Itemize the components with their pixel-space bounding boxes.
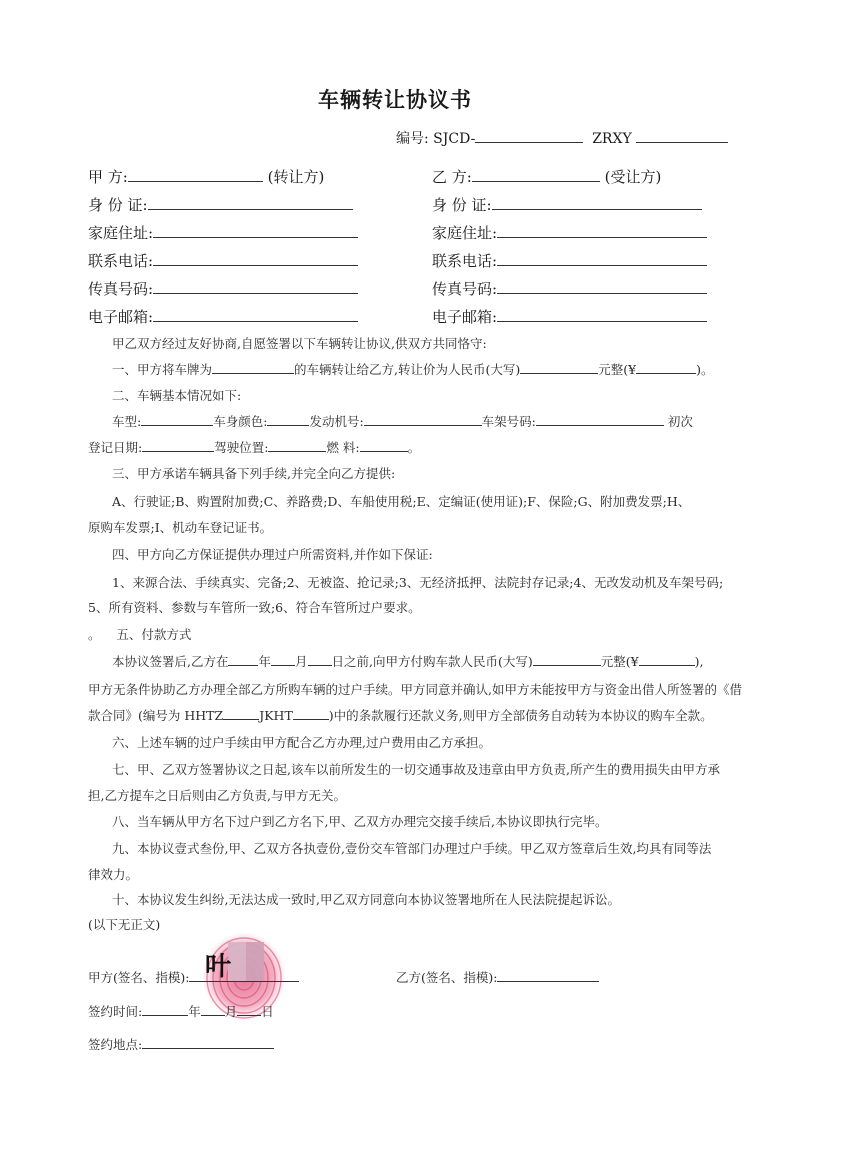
model-blank[interactable]	[141, 412, 213, 426]
party-a-signature-blank[interactable]	[189, 968, 299, 982]
price-words-blank[interactable]	[520, 360, 598, 374]
clause-3-line-2: 原购车发票;I、机动车登记证书。	[88, 520, 273, 535]
clause-4-line-2: 5、所有资料、参数与车管所一致;6、符合车管所过户要求。	[88, 600, 421, 615]
serial-label: 编号: SJCD-	[396, 131, 476, 147]
reg-date-blank[interactable]	[142, 438, 214, 452]
serial-mid: ZRXY	[592, 131, 632, 147]
intro-text: 甲乙双方经过友好协商,自愿签署以下车辆转让协议,供双方共同恪守:	[112, 336, 487, 351]
first-label: 初次	[667, 414, 693, 429]
clause-5-a: 本协议签署后,乙方在	[112, 654, 229, 669]
party-b-signature-row	[396, 968, 599, 986]
clause-5-l3-c: )中的条款履行还款义务,则甲方全部债务自动转为本协议的购车全款。	[328, 708, 713, 723]
party-b-fax-row	[432, 278, 707, 299]
party-a-label: 甲 方:	[88, 168, 128, 186]
party-b-email-field[interactable]	[497, 306, 707, 322]
serial-number	[396, 128, 728, 148]
clause-5-b: 日之前,向甲方付购车款人民币(大写)	[331, 654, 533, 669]
clause-10: 十、本协议发生纠纷,无法达成一致时,甲乙双方同意向本协议签署地所在人民法院提起诉讼。	[112, 892, 620, 907]
party-b-email-row	[432, 306, 707, 327]
clause-9-line-2: 律效力。	[88, 867, 139, 882]
clause-5-line-2: 甲方无条件协助乙方办理全部乙方所购车辆的过户手续。甲方同意并确认,如甲方未能按甲方与资金出借人所签署的《借	[88, 682, 742, 697]
clause-3: 三、甲方承诺车辆具备下列手续,并完全向乙方提供:	[112, 466, 396, 481]
sign-month-label: 月	[224, 1004, 238, 1019]
sign-place-label: 签约地点:	[88, 1037, 143, 1052]
party-a-email-field[interactable]	[153, 306, 358, 322]
clause-5-title: 五、付款方式	[116, 627, 192, 642]
clause-5-c: 元整(¥	[600, 654, 639, 669]
pay-amount-words-blank[interactable]	[533, 652, 601, 666]
party-b-id-label: 身 份 证:	[432, 196, 492, 214]
drive-pos-label: 驾驶位置:	[214, 440, 269, 455]
document-title: 车辆转让协议书	[318, 88, 472, 112]
party-b-fax-field[interactable]	[497, 278, 707, 294]
party-b-note: (受让方)	[604, 168, 662, 186]
fuel-blank[interactable]	[360, 438, 408, 452]
clause-5-dot: 。	[88, 627, 101, 642]
party-b-phone-label: 联系电话:	[432, 252, 498, 270]
party-a-id-row	[88, 194, 353, 215]
drive-pos-blank[interactable]	[268, 438, 326, 452]
clause-8: 八、当车辆从甲方名下过户到乙方名下,甲、乙双方办理完交接手续后,本协议即执行完毕。	[112, 814, 608, 829]
sign-time-label: 签约时间:	[88, 1004, 143, 1019]
party-b-phone-row	[432, 250, 707, 271]
party-a-fax-field[interactable]	[153, 278, 358, 294]
clause-1-c: 元整(¥	[598, 362, 637, 377]
pay-month-label: 月	[295, 654, 308, 669]
sign-day-label: 日	[261, 1004, 274, 1019]
sign-place-blank[interactable]	[142, 1035, 274, 1049]
clause-6: 六、上述车辆的过户手续由甲方配合乙方办理,过户费用由乙方承担。	[112, 735, 491, 750]
party-b-phone-field[interactable]	[497, 250, 707, 266]
party-b-address-label: 家庭住址:	[432, 224, 498, 242]
party-a-email-label: 电子邮箱:	[88, 308, 154, 326]
clause-5-line-1	[112, 652, 703, 670]
color-label: 车身颜色:	[213, 414, 268, 429]
clause-2-line-1	[112, 412, 693, 430]
party-b-label: 乙 方:	[432, 168, 472, 186]
clause-1-a: 一、甲方将车牌为	[112, 362, 213, 377]
price-num-blank[interactable]	[636, 360, 696, 374]
party-b-id-field[interactable]	[492, 194, 702, 210]
pay-year-label: 年	[258, 654, 271, 669]
clause-2-end: 。	[407, 440, 421, 455]
clause-7-line-2: 担,乙方提车之日后则由乙方负责,与甲方无关。	[88, 788, 346, 803]
party-a-address-row	[88, 222, 358, 243]
engine-blank[interactable]	[364, 412, 482, 426]
model-label: 车型:	[112, 414, 142, 429]
clause-4-line-1: 1、来源合法、手续真实、完备;2、无被盗、抢记录;3、无经济抵押、法院封存记录;4、无改发动机及车架号码;	[112, 575, 724, 590]
party-a-row	[88, 166, 324, 187]
party-a-phone-field[interactable]	[153, 250, 358, 266]
frame-blank[interactable]	[536, 412, 664, 426]
party-b-field[interactable]	[472, 166, 600, 182]
clause-2-line-2	[88, 438, 420, 456]
party-a-address-field[interactable]	[153, 222, 358, 238]
hhtz-blank[interactable]	[223, 706, 259, 720]
party-a-email-row	[88, 306, 358, 327]
party-b-signature-blank[interactable]	[497, 968, 599, 982]
serial-blank-2[interactable]	[636, 129, 728, 143]
clause-5-d: ),	[694, 654, 704, 669]
engine-label: 发动机号:	[309, 414, 364, 429]
pay-month-blank[interactable]	[271, 652, 295, 666]
party-a-address-label: 家庭住址:	[88, 224, 154, 242]
party-a-id-label: 身 份 证:	[88, 196, 148, 214]
clause-5-line-3	[88, 706, 713, 724]
party-b-signature-label: 乙方(签名、指模):	[396, 970, 498, 985]
reg-date-label: 登记日期:	[88, 440, 143, 455]
serial-blank-1[interactable]	[475, 129, 583, 143]
party-a-signature-label: 甲方(签名、指模):	[88, 970, 190, 985]
clause-1-b: 的车辆转让给乙方,转让价为人民币(大写)	[294, 362, 521, 377]
pay-amount-num-blank[interactable]	[639, 652, 695, 666]
clause-2: 二、车辆基本情况如下:	[112, 388, 242, 403]
clause-5-heading	[88, 625, 191, 643]
party-b-fax-label: 传真号码:	[432, 280, 498, 298]
pay-day-blank[interactable]	[308, 652, 332, 666]
clause-4: 四、甲方向乙方保证提供办理过户所需资料,并作如下保证:	[112, 547, 433, 562]
party-a-field[interactable]	[128, 166, 263, 182]
pay-year-blank[interactable]	[228, 652, 258, 666]
clause-1	[112, 360, 713, 378]
party-a-phone-row	[88, 250, 358, 271]
clause-7-line-1: 七、甲、乙双方签署协议之日起,该车以前所发生的一切交通事故及违章由甲方负责,所产生的费用损失由甲方承	[112, 762, 720, 777]
frame-label: 车架号码:	[481, 414, 536, 429]
party-b-address-field[interactable]	[497, 222, 707, 238]
sign-time-row	[88, 1002, 274, 1020]
fuel-label: 燃 料:	[326, 440, 360, 455]
party-a-fax-row	[88, 278, 358, 299]
clause-3-line-1: A、行驶证;B、购置附加费;C、养路费;D、车船使用税;E、定编证(使用证);F、保险;G、附加费发票;H、	[112, 494, 691, 509]
jkht-blank[interactable]	[293, 706, 329, 720]
party-b-address-row	[432, 222, 707, 243]
plate-blank[interactable]	[212, 360, 294, 374]
sign-year-label: 年	[188, 1004, 201, 1019]
clause-9-line-1: 九、本协议壹式叁份,甲、乙双方各执壹份,壹份交车管部门办理过户手续。甲乙双方签章后生效,均具有同等法	[112, 841, 712, 856]
clause-5-l3-a: 款合同》(编号为 HHTZ	[88, 708, 224, 723]
sign-place-row	[88, 1035, 274, 1053]
party-b-id-row	[432, 194, 702, 215]
party-b-row	[432, 166, 661, 187]
party-a-fax-label: 传真号码:	[88, 280, 154, 298]
end-note: (以下无正文)	[88, 917, 161, 932]
party-a-note: (转让方)	[267, 168, 325, 186]
clause-5-l3-b: JKHT	[259, 708, 293, 723]
color-blank[interactable]	[267, 412, 309, 426]
party-b-email-label: 电子邮箱:	[432, 308, 498, 326]
party-a-phone-label: 联系电话:	[88, 252, 154, 270]
clause-1-d: )。	[696, 362, 714, 377]
sign-day-blank[interactable]	[237, 1002, 261, 1016]
party-a-id-field[interactable]	[148, 194, 353, 210]
party-a-signature-row	[88, 968, 299, 986]
sign-month-blank[interactable]	[201, 1002, 225, 1016]
sign-year-blank[interactable]	[142, 1002, 188, 1016]
signature-char: 叶	[205, 952, 232, 982]
